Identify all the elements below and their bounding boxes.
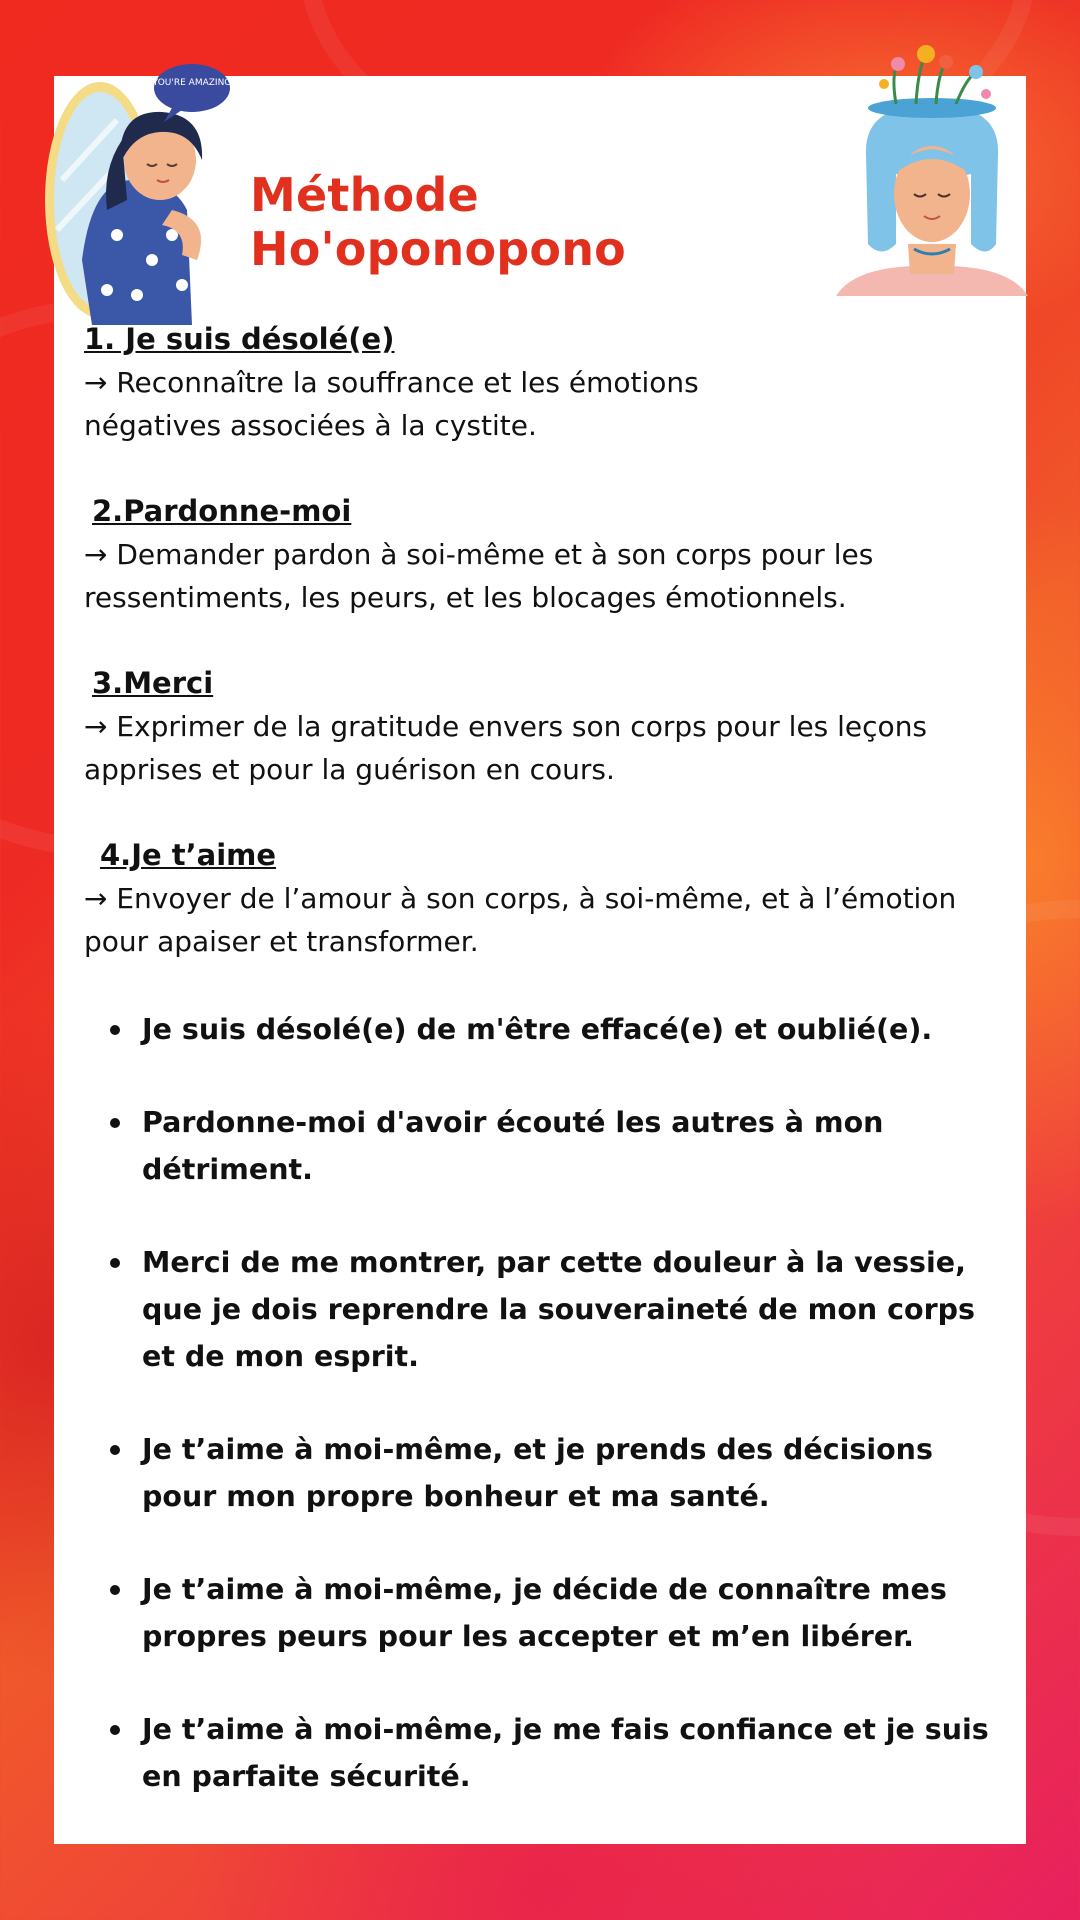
step-title: 1. Je suis désolé(e) [84,322,395,356]
step-text-line: pour apaiser et transformer. [84,925,479,958]
woman-hugging-mirror-illustration [22,60,247,325]
step-text-line: ressentiments, les peurs, et les blocages émotionnels. [84,581,847,614]
step-text-line: → Exprimer de la gratitude envers son corps pour les leçons [84,710,928,743]
affirmation-item: Je t’aime à moi-même, je me fais confiance et je suis en parfaite sécurité. [84,1706,1014,1800]
step-text-line: → Envoyer de l’amour à son corps, à soi-même, et à l’émotion [84,882,957,915]
bubble-text: YOU'RE AMAZING [152,78,232,88]
affirmation-list [84,1006,1014,1846]
step-text-line: apprises et pour la guérison en cours. [84,753,615,786]
page-title: Méthode Ho'oponopono [250,168,626,276]
step-title: 4.Je t’aime [100,838,277,872]
step-title: 2.Pardonne-moi [92,494,352,528]
step-sorry [84,318,1004,447]
step-love [84,834,1004,963]
step-forgive [84,490,1004,619]
step-text-line: → Demander pardon à soi-même et à son corps pour les [84,538,874,571]
method-steps [84,318,1004,1006]
affirmation-item: Je t’aime à moi-même, je décide de connaître mes propres peurs pour les accepter et m’en libérer. [84,1566,1014,1660]
affirmation-item: Merci de me montrer, par cette douleur à la vessie, que je dois reprendre la souveraineté de mon corps et de mon esprit. [84,1239,1014,1380]
step-text-line: → Reconnaître la souffrance et les émotions [84,366,699,399]
step-title: 3.Merci [92,666,214,700]
affirmation-item: Pardonne-moi d'avoir écouté les autres à mon détriment. [84,1099,1014,1193]
affirmation-item: Je suis désolé(e) de m'être effacé(e) et oublié(e). [84,1006,1014,1053]
step-thanks [84,662,1004,791]
affirmation-item: Je t’aime à moi-même, et je prends des décisions pour mon propre bonheur et ma santé. [84,1426,1014,1520]
step-text-line: négatives associées à la cystite. [84,409,537,442]
